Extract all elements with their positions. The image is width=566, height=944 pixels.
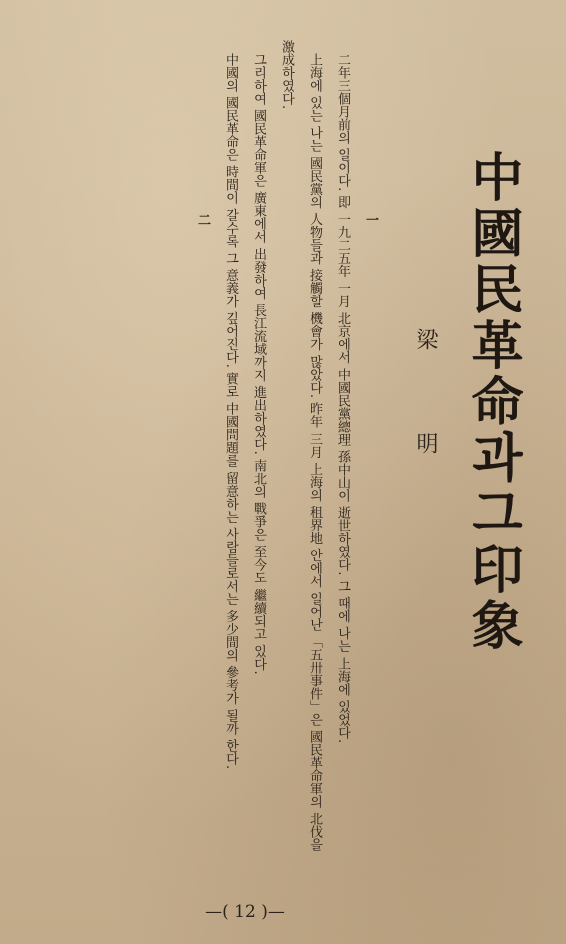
- paragraph: 二年三個月前의 일이다. 即 一九二五年 一月 北京에서 中國民黨總理 孫中山이 逝世하였다. 그 때에 나는 上海에 있었다.: [335, 53, 350, 744]
- article-body: [44, 40, 384, 860]
- page-title: 中國民革命과그印象: [462, 150, 523, 654]
- paragraph: 그리하여 國民革命軍은 廣東에서 出發하여 長江流域까지 進出하였다. 南北의 戰爭은 至今도 繼續되고 있다.: [251, 53, 266, 675]
- section-number-two: 二: [195, 213, 210, 226]
- paragraph: 上海에 있는 나는 國民黨의 人物들과 接觸할 機會가 많았다. 昨年 三月 上海의 租界地 안에서 일어난 「五卅事件」은 國民革命軍의 北伐을 激成하였다.: [279, 40, 322, 852]
- paragraph: 中國의 國民革命은 時間이 갈수록 그 意義가 깊어진다. 實로 中國問題를 留意하는 사람들로서는 多少間의 參考가 될까 한다.: [223, 53, 238, 770]
- section-number-one: 一: [363, 213, 378, 226]
- page-number: —( 12 )—: [205, 902, 285, 922]
- author-name: 梁明: [413, 328, 438, 536]
